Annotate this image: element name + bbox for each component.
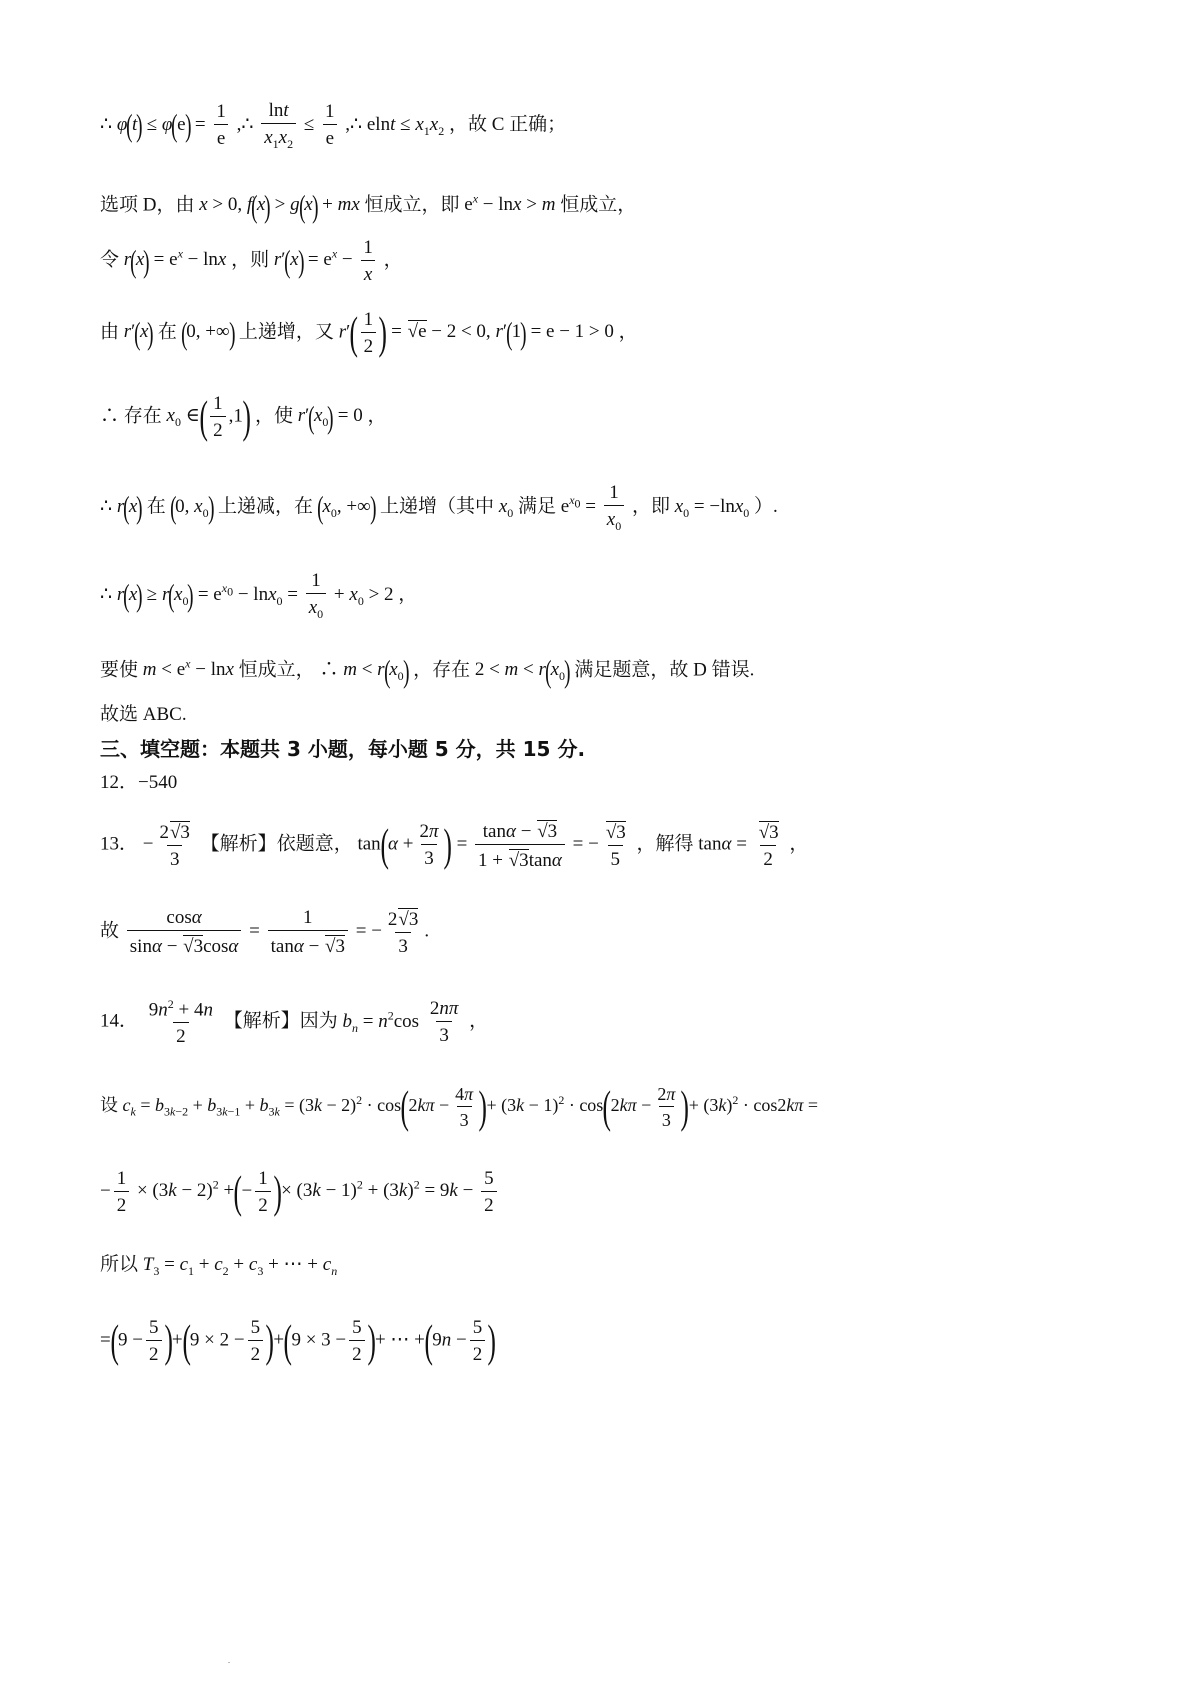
l7-tail: ， <box>398 583 418 605</box>
l2-text-b: 恒成立，即 <box>364 194 465 216</box>
section-heading: 三、填空题：本题共 3 小题，每小题 5 分，共 15 分. <box>100 737 586 761</box>
q13-jiexi-label: 【解析】 <box>200 833 277 855</box>
q13-text-a: 依题意， <box>276 833 353 855</box>
l8-text-b: 恒成立， <box>238 659 315 681</box>
l6-text-f: ）. <box>754 495 778 517</box>
line-6: ∴ r(x) 在 (0, $x_0$) 上递减，在 ($x_0$, +∞) 上递增（其中 $x_0$ 满足 $e^{x_0}$ = $\frac{1}{x_0}$ ，即 $x_0 = -\ln x_0$ ）. <box>100 482 778 533</box>
q13-number: 13． <box>100 833 139 855</box>
line-5: ∴ 存在 $x_0$ ∈( $\frac{1}{2}$ ,1) ，使 $r'(x_0) = 0$ ， <box>100 391 387 442</box>
q13-text-c: ， <box>789 833 809 855</box>
l8-text-d: 满足题意，故 D 错误. <box>574 659 755 681</box>
scan-speck <box>228 1662 230 1663</box>
line-3: 令 $r(x) = e^x - \ln x$ ，则 $r'(x) = e^x$ − $\frac{1}{x}$ ， <box>100 237 403 285</box>
l4-text-c: 上递增，又 <box>238 321 339 343</box>
answer-12: 12．−540 <box>100 772 178 793</box>
answer-14-line-4: 所以 $T_3 = c_1 + c_2 + c_3$ + ⋯ + $c_n$ <box>100 1254 338 1278</box>
answer-14-line-3: − $\frac{1}{2}$ × $(3k - 2)^2$ +(− $\frac{1}{2}$ )× $(3k - 1)^2 + (3k)^2 = 9k$ − $\frac{5}{2}$ <box>100 1169 500 1215</box>
l4-text-a: 由 <box>100 321 124 343</box>
q13-text-b: ，解得 <box>636 833 699 855</box>
line-9: 故选 ABC. <box>100 704 187 725</box>
q14-jiexi-label: 【解析】 <box>223 1010 300 1032</box>
q14-text-b: ， <box>469 1010 489 1032</box>
l4-text-d: ， <box>618 321 638 343</box>
answer-13-line-2: 故 $\frac{\cos\alpha}{\sin\alpha - √3\cos\alpha}$ = $\frac{1}{\tan\alpha - √3}$ = − $\frac{2√3}{3}$ . <box>100 907 430 957</box>
line-4: 由 r′(x) 在 (0, +∞) 上递增，又 r′( $\frac{1}{2}$ ) = √e − 2 < 0, r′(1) = e − 1 > 0 ， <box>100 307 638 358</box>
q13-text-d: 故 <box>100 920 124 942</box>
l6-text-a: 在 <box>146 495 171 517</box>
l4-text-b: 在 <box>157 321 182 343</box>
line-1: ∴ φ(t) ≤ φ(e) = $\frac{1}{e}$ ,∴ $\frac{\ln t}{x_1x_2}$ ≤ $\frac{1}{e}$ ,∴ $elnt \le x_1x_2$ ，故 C 正确； <box>100 100 567 151</box>
l1-tail: ，故 C 正确； <box>448 113 567 135</box>
l3-text-a: 令 <box>100 249 124 271</box>
answer-13-line-1: 13． − $\frac{2√3}{3}$ 【解析】依题意， tan(α + $\frac{2\pi}{3}$ ) = $\frac{\tan\alpha - √3}{1 + √3\tan\alpha}$ = − $\frac{√3}{5}$ ，解得 tanα = $\frac{√3}{2}$ ， <box>100 819 809 871</box>
l5-text-c: ， <box>367 405 387 427</box>
l2-text-c: 恒成立， <box>560 194 637 216</box>
q14-text-a: 因为 <box>299 1010 343 1032</box>
q14-text-d: 所以 <box>100 1254 143 1275</box>
answer-14-line-1: 14． $\frac{9n^2 + 4n}{2}$ 【解析】因为 $b_n = n^2\cos$ $\frac{2n\pi}{3}$ ， <box>100 997 489 1048</box>
l5-text-a: 存在 <box>123 405 167 427</box>
l3-text-c: ， <box>383 249 403 271</box>
l5-text-b: ，使 <box>254 405 298 427</box>
l6-text-e: ，即 <box>631 495 675 517</box>
q14-number: 14． <box>100 1010 139 1032</box>
q14-text-c: 设 <box>100 1095 123 1116</box>
line-8: 要使 $m < e^x - \ln x$ 恒成立， ∴ $m < r(x_0)$ ，存在 $2 < m < r(x_0)$ 满足题意，故 D 错误. <box>100 653 755 689</box>
l6-text-b: 上递减，在 <box>218 495 318 517</box>
l6-text-d: 满足 <box>518 495 561 517</box>
l8-text-a: 要使 <box>100 659 143 681</box>
answer-14-line-2: 设 $c_k = b_{3k-2} + b_{3k-1} + b_{3k} = (3k - 2)^2 \cdot \cos(2k\pi$ − $\frac{4\pi}{3}$ )+ $(3k - 1)^2 \cdot \cos(2k\pi$ − $\frac{2\pi}{3}$ )+ $(3k)^2 \cdot \cos 2k\pi$ = <box>100 1081 819 1132</box>
line-7: ∴ $r(x) \ge r(x_0) = e^{x_0} - \ln x_0$ = $\frac{1}{x_0}$ + $x_0 > 2$ ， <box>100 570 418 621</box>
answer-14-line-5: =(9 − $\frac{5}{2}$ )+(9 × 2 − $\frac{5}{2}$ )+(9 × 3 − $\frac{5}{2}$ )+ ⋯ +(9n − $\frac{5}{2}$ ) <box>100 1315 497 1366</box>
line-2: 选项 D，由 x > 0, f(x) > g(x) + mx 恒成立，即 $e^x - \ln x > m$ 恒成立， <box>100 188 637 224</box>
l8-text-c: ，存在 <box>413 659 475 681</box>
l2-text-a: 选项 D，由 <box>100 194 200 216</box>
l6-text-c: 上递增（其中 <box>380 495 499 517</box>
l3-text-b: ，则 <box>231 249 274 271</box>
